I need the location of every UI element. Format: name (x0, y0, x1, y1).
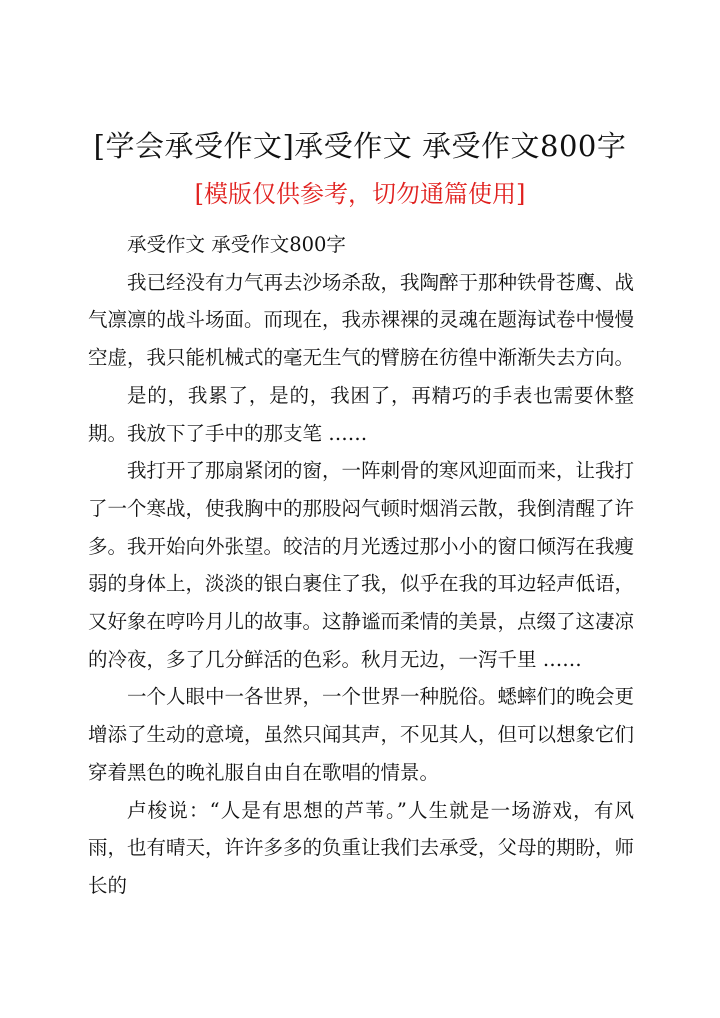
paragraph: 是的，我累了，是的，我困了，再精巧的手表也需要休整期。我放下了手中的那支笔 …… (88, 383, 634, 445)
paragraph: 我打开了那扇紧闭的窗，一阵刺骨的寒风迎面而来，让我打了一个寒战，使我胸中的那股闷气顿时烟消云散，我倒清醒了许多。我开始向外张望。皎洁的月光透过那小小的窗口倾泻在我瘦弱的身体上，淡淡的银白裹住了我，似乎在我的耳边轻声低语，又好象在哼吟月儿的故事。这静谧而柔情的美景，点缀了这凄凉的冷夜，多了几分鲜活的色彩。秋月无边，一泻千里 …… (88, 459, 635, 671)
paragraph: 我已经没有力气再去沙场杀敌，我陶醉于那种铁骨苍鹰、战气凛凛的战斗场面。而现在，我赤裸裸的灵魂在题海试卷中慢慢空虚，我只能机械式的毫无生气的臂膀在彷徨中渐渐失去方向。 (88, 270, 635, 370)
paragraph: 一个人眼中一各世界，一个世界一种脱俗。蟋蟀们的晚会更增添了生动的意境，虽然只闻其声，不见其人，但可以想象它们穿着黑色的晚礼服自由自在歌唱的情景。 (88, 685, 635, 784)
paragraph: 卢梭说：“人是有思想的芦苇。”人生就是一场游戏，有风雨，也有晴天，许许多多的负重让我们去承受，父母的期盼，师长的 (88, 798, 635, 897)
template-notice: [模版仅供参考，切勿通篇使用] (194, 180, 526, 208)
article-body (88, 226, 634, 905)
document-title: [学会承受作文]承受作文 承受作文800字 (93, 129, 627, 163)
article-heading-line: 承受作文 承受作文800字 (127, 233, 346, 256)
